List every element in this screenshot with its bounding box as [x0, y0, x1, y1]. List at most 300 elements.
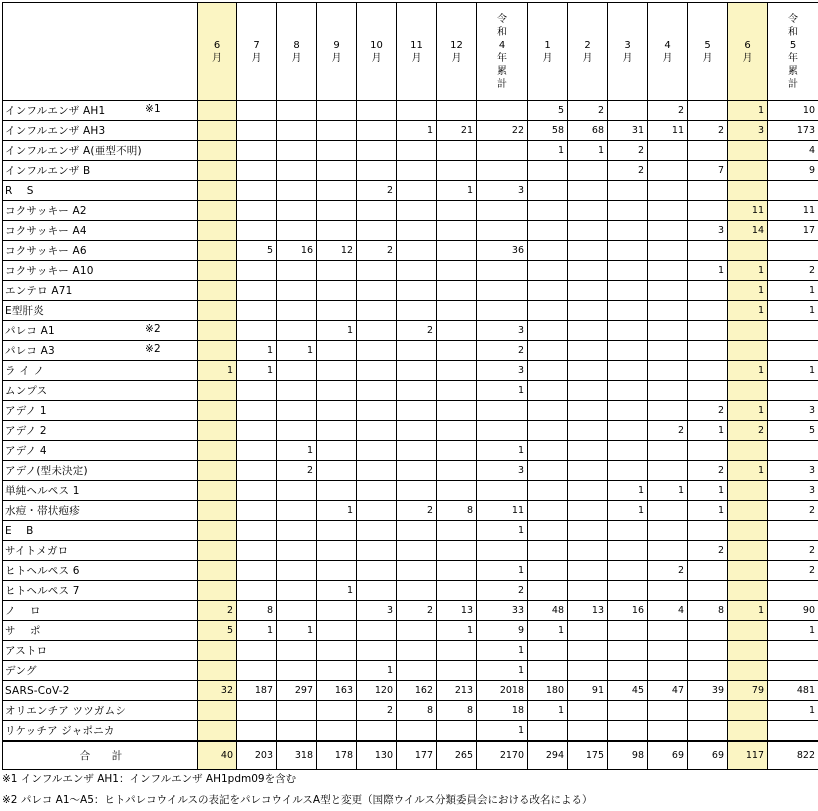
row-label-wrap [5, 703, 197, 718]
row-label-wrap [5, 283, 197, 298]
data-cell [608, 421, 648, 441]
data-cell: 1 [357, 661, 397, 681]
data-cell [397, 541, 437, 561]
data-cell [688, 701, 728, 721]
data-cell [198, 461, 237, 481]
data-cell: 5 [528, 101, 568, 121]
data-cell: 2 [688, 461, 728, 481]
row-label: コクサッキー A4 [5, 225, 87, 237]
data-cell [568, 201, 608, 221]
data-cell [237, 121, 277, 141]
table-row [3, 581, 818, 601]
data-cell: 2 [648, 101, 688, 121]
data-cell [608, 641, 648, 661]
data-cell: 2 [477, 341, 528, 361]
data-cell [317, 661, 357, 681]
data-cell: 265 [437, 741, 477, 770]
data-cell [568, 721, 608, 742]
table-row [3, 521, 818, 541]
column-header-label [703, 39, 713, 65]
data-cell [568, 701, 608, 721]
table-row [3, 481, 818, 501]
data-cell [198, 641, 237, 661]
data-cell [568, 381, 608, 401]
column-header-label [743, 39, 753, 65]
data-cell [528, 281, 568, 301]
data-cell: 120 [357, 681, 397, 701]
data-cell [728, 661, 768, 681]
data-cell [237, 401, 277, 421]
data-cell: 33 [477, 601, 528, 621]
column-header-char: 月 [212, 52, 222, 64]
row-label-wrap [5, 685, 197, 697]
data-cell [437, 521, 477, 541]
data-cell [397, 241, 437, 261]
row-label: アデノ 2 [5, 425, 47, 437]
data-cell [568, 281, 608, 301]
column-header-char: 月 [582, 52, 593, 64]
data-cell [768, 321, 818, 341]
data-cell [648, 361, 688, 381]
data-cell: 2 [608, 141, 648, 161]
data-cell: 1 [277, 341, 317, 361]
data-cell [768, 441, 818, 461]
virus-detection-table-container [2, 2, 818, 770]
data-cell: 1 [608, 501, 648, 521]
row-label-wrap [5, 463, 197, 478]
data-cell [198, 261, 237, 281]
data-cell [608, 381, 648, 401]
data-cell [688, 301, 728, 321]
row-label-cell [3, 721, 198, 742]
data-cell [277, 301, 317, 321]
data-cell [437, 541, 477, 561]
column-header-char: 月 [702, 52, 713, 64]
data-cell: 5 [237, 241, 277, 261]
data-cell [608, 461, 648, 481]
row-label-cell [3, 321, 198, 341]
data-cell [768, 641, 818, 661]
data-cell [397, 141, 437, 161]
data-cell [728, 701, 768, 721]
data-cell [528, 181, 568, 201]
table-row [3, 501, 818, 521]
data-cell: 2 [768, 541, 818, 561]
data-cell [528, 381, 568, 401]
data-cell [397, 201, 437, 221]
data-cell: 1 [198, 361, 237, 381]
data-cell: 1 [317, 501, 357, 521]
data-cell: 1 [728, 461, 768, 481]
column-header-char: 1 [544, 39, 551, 51]
data-cell [568, 441, 608, 461]
data-cell: 1 [528, 701, 568, 721]
data-cell [397, 581, 437, 601]
data-cell [528, 461, 568, 481]
data-cell [728, 721, 768, 742]
row-label-wrap [5, 223, 197, 238]
row-label-wrap [5, 203, 197, 218]
data-cell [477, 301, 528, 321]
data-cell [277, 381, 317, 401]
row-label: ヒトヘルペス 6 [5, 565, 80, 577]
table-row [3, 341, 818, 361]
data-cell [608, 561, 648, 581]
row-label-wrap [5, 483, 197, 498]
data-cell [608, 361, 648, 381]
data-cell [277, 281, 317, 301]
data-cell [237, 381, 277, 401]
data-cell [568, 541, 608, 561]
data-cell: 58 [528, 121, 568, 141]
row-label: ヒトヘルペス 7 [5, 585, 80, 597]
data-cell [768, 381, 818, 401]
data-cell [317, 641, 357, 661]
data-cell [357, 461, 397, 481]
data-cell [477, 141, 528, 161]
data-cell: 822 [768, 741, 818, 770]
footnote-2: ※2 パレコ A1～A5：ヒトパレコウイルスの表記をパレコウイルスA型と変更（国際ウイルス分類委員会における改名による） [2, 794, 593, 806]
data-cell: 69 [688, 741, 728, 770]
data-cell [568, 581, 608, 601]
column-header [568, 3, 608, 101]
column-header-char: 4 [498, 39, 506, 51]
data-cell: 3 [477, 181, 528, 201]
data-cell [608, 521, 648, 541]
row-label-cell [3, 481, 198, 501]
row-label-wrap [5, 603, 197, 618]
data-cell [277, 261, 317, 281]
data-cell [648, 381, 688, 401]
row-label-wrap [5, 643, 197, 658]
column-header-char: 令 [497, 13, 507, 25]
data-cell: 32 [198, 681, 237, 701]
data-cell [648, 341, 688, 361]
data-cell: 16 [608, 601, 648, 621]
data-cell [357, 561, 397, 581]
table-row [3, 221, 818, 241]
table-row [3, 261, 818, 281]
row-label: パレコ A3 [5, 345, 55, 357]
data-cell: 1 [528, 141, 568, 161]
data-cell: 1 [477, 381, 528, 401]
data-cell [437, 641, 477, 661]
data-cell [768, 181, 818, 201]
column-header-label [212, 39, 222, 65]
data-cell: 3 [768, 481, 818, 501]
data-cell [437, 321, 477, 341]
table-row [3, 141, 818, 161]
data-cell [317, 341, 357, 361]
data-cell [317, 121, 357, 141]
data-cell: 1 [477, 521, 528, 541]
data-cell [608, 221, 648, 241]
data-cell [477, 161, 528, 181]
data-cell [768, 241, 818, 261]
data-cell [237, 321, 277, 341]
data-cell [317, 481, 357, 501]
data-cell [237, 661, 277, 681]
data-cell: 11 [477, 501, 528, 521]
data-cell [357, 201, 397, 221]
footnote-1: ※1 インフルエンザ AH1：インフルエンザ AH1pdm09を含む [2, 773, 297, 785]
data-cell: 1 [528, 621, 568, 641]
data-cell [768, 661, 818, 681]
row-label: サイトメガロ [5, 545, 69, 557]
data-cell [397, 481, 437, 501]
row-label-wrap [5, 663, 197, 678]
data-cell: 1 [477, 441, 528, 461]
data-cell [688, 381, 728, 401]
data-cell: 2 [277, 461, 317, 481]
data-cell [648, 281, 688, 301]
data-cell: 1 [728, 361, 768, 381]
data-cell [317, 181, 357, 201]
row-label-wrap [5, 303, 197, 318]
data-cell [688, 621, 728, 641]
data-cell [357, 121, 397, 141]
data-cell [357, 401, 397, 421]
data-cell: 297 [277, 681, 317, 701]
data-cell [437, 581, 477, 601]
data-cell [357, 481, 397, 501]
data-cell: 1 [688, 261, 728, 281]
data-cell [688, 721, 728, 742]
table-row [3, 701, 818, 721]
data-cell [397, 261, 437, 281]
data-cell: 2170 [477, 741, 528, 770]
table-row [3, 281, 818, 301]
data-cell [277, 481, 317, 501]
data-cell: 47 [648, 681, 688, 701]
data-cell: 45 [608, 681, 648, 701]
data-cell: 11 [728, 201, 768, 221]
data-cell [317, 161, 357, 181]
data-cell: 178 [317, 741, 357, 770]
column-header-label [583, 39, 593, 65]
row-label: ラ イ ノ [5, 365, 45, 377]
data-cell [568, 661, 608, 681]
data-cell: 1 [237, 361, 277, 381]
row-label-wrap [5, 183, 197, 198]
table-row [3, 121, 818, 141]
data-cell: 1 [437, 181, 477, 201]
total-row [3, 741, 818, 770]
data-cell [568, 641, 608, 661]
data-cell [317, 441, 357, 461]
data-cell [568, 261, 608, 281]
data-cell: 90 [768, 601, 818, 621]
data-cell [237, 501, 277, 521]
data-cell [317, 601, 357, 621]
data-cell: 1 [728, 401, 768, 421]
row-label: コクサッキー A6 [5, 245, 87, 257]
data-cell: 31 [608, 121, 648, 141]
data-cell [528, 301, 568, 321]
column-header-char: 計 [788, 78, 798, 90]
row-label-wrap [5, 523, 197, 538]
column-header-char: 5 [789, 39, 797, 51]
data-cell [277, 121, 317, 141]
row-label-wrap [5, 583, 197, 598]
data-cell [728, 481, 768, 501]
data-cell: 4 [648, 601, 688, 621]
data-cell: 1 [728, 101, 768, 121]
data-cell [237, 281, 277, 301]
table-row [3, 361, 818, 381]
data-cell: 1 [568, 141, 608, 161]
data-cell [608, 541, 648, 561]
data-cell [357, 341, 397, 361]
data-cell [608, 581, 648, 601]
data-cell [277, 401, 317, 421]
data-cell [198, 321, 237, 341]
data-cell [317, 461, 357, 481]
data-cell [198, 121, 237, 141]
column-header-char: 月 [451, 52, 462, 64]
data-cell [688, 141, 728, 161]
data-cell [237, 441, 277, 461]
data-cell: 5 [768, 421, 818, 441]
data-cell [277, 221, 317, 241]
data-cell [477, 261, 528, 281]
column-header-char: 6 [213, 39, 221, 51]
row-label: ノ ロ [5, 605, 41, 617]
data-cell: 7 [688, 161, 728, 181]
data-cell: 2 [608, 161, 648, 181]
column-header-char: 8 [293, 39, 300, 51]
data-cell: 2018 [477, 681, 528, 701]
data-cell: 36 [477, 241, 528, 261]
data-cell [198, 721, 237, 742]
row-footnote-mark: ※2 [145, 323, 161, 335]
data-cell [568, 241, 608, 261]
data-cell [198, 181, 237, 201]
column-header [648, 3, 688, 101]
data-cell [198, 481, 237, 501]
row-label-wrap [5, 503, 197, 518]
data-cell [648, 501, 688, 521]
data-cell [648, 541, 688, 561]
row-label-cell [3, 621, 198, 641]
table-row [3, 241, 818, 261]
data-cell [277, 641, 317, 661]
data-cell: 1 [477, 721, 528, 742]
data-cell [198, 501, 237, 521]
column-header-label [497, 13, 507, 91]
column-header-char: 累 [788, 65, 798, 77]
column-header-label [788, 13, 798, 91]
data-cell [397, 401, 437, 421]
data-cell: 2 [477, 581, 528, 601]
data-cell [528, 581, 568, 601]
column-header-char: 和 [788, 26, 798, 38]
data-cell [608, 201, 648, 221]
data-cell: 1 [477, 641, 528, 661]
column-header-char: 月 [662, 52, 673, 64]
table-row [3, 201, 818, 221]
data-cell [277, 561, 317, 581]
data-cell: 2 [768, 261, 818, 281]
data-cell: 4 [768, 141, 818, 161]
data-cell [437, 361, 477, 381]
data-cell [528, 441, 568, 461]
data-cell [357, 641, 397, 661]
data-cell: 79 [728, 681, 768, 701]
column-header-char: 6 [744, 39, 751, 51]
row-label: インフルエンザ AH3 [5, 125, 106, 137]
data-cell [198, 341, 237, 361]
data-cell [688, 561, 728, 581]
data-cell: 318 [277, 741, 317, 770]
row-label: 合 計 [79, 750, 123, 762]
data-cell [688, 241, 728, 261]
data-cell [357, 101, 397, 121]
data-cell [357, 441, 397, 461]
row-label: SARS-CoV-2 [5, 684, 70, 697]
data-cell [437, 301, 477, 321]
row-label: リケッチア ジャポニカ [5, 725, 115, 737]
row-label-cell [3, 181, 198, 201]
data-cell [768, 581, 818, 601]
row-label-wrap [5, 623, 197, 638]
data-cell: 1 [608, 481, 648, 501]
column-header-char: 2 [584, 39, 591, 51]
data-cell: 11 [768, 201, 818, 221]
data-cell: 2 [648, 421, 688, 441]
row-label-cell [3, 441, 198, 461]
data-cell [528, 481, 568, 501]
row-label-wrap [5, 423, 197, 438]
data-cell [608, 321, 648, 341]
data-cell [568, 181, 608, 201]
data-cell: 1 [477, 661, 528, 681]
data-cell: 9 [477, 621, 528, 641]
row-label-wrap [5, 748, 197, 763]
data-cell [568, 161, 608, 181]
data-cell [608, 101, 648, 121]
data-cell [648, 261, 688, 281]
data-cell [357, 141, 397, 161]
row-label-cell [3, 221, 198, 241]
data-cell: 13 [568, 601, 608, 621]
data-cell: 13 [437, 601, 477, 621]
data-cell: 48 [528, 601, 568, 621]
data-cell: 1 [317, 581, 357, 601]
data-cell [357, 381, 397, 401]
data-cell [397, 641, 437, 661]
data-cell [648, 661, 688, 681]
data-cell [477, 541, 528, 561]
data-cell: 173 [768, 121, 818, 141]
data-cell [317, 721, 357, 742]
row-label-cell [3, 661, 198, 681]
data-cell [277, 161, 317, 181]
column-header [397, 3, 437, 101]
data-cell [728, 581, 768, 601]
data-cell: 11 [648, 121, 688, 141]
data-cell [317, 381, 357, 401]
row-label-wrap [5, 263, 197, 278]
column-header-label [332, 39, 342, 65]
data-cell: 1 [688, 501, 728, 521]
data-cell [608, 261, 648, 281]
data-cell [688, 361, 728, 381]
data-cell: 2 [768, 501, 818, 521]
row-label-cell [3, 261, 198, 281]
data-cell [237, 521, 277, 541]
data-cell [648, 701, 688, 721]
